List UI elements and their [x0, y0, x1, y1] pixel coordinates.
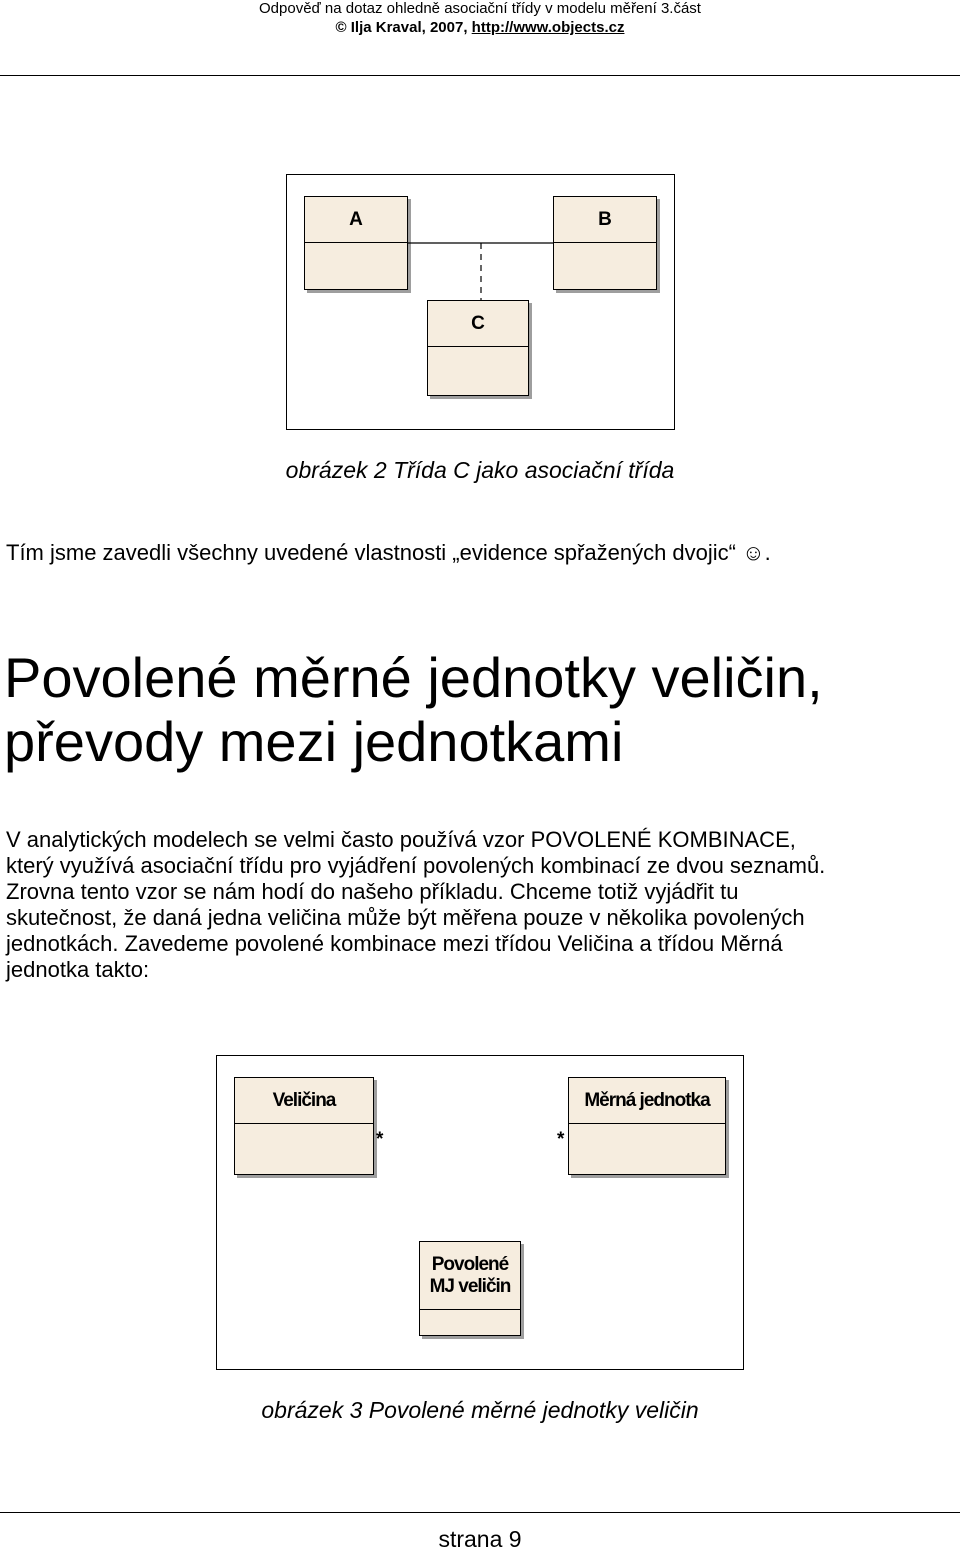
uml-class-povolene-mj-line1: Povolené [431, 1253, 509, 1275]
website-link[interactable]: http://www.objects.cz [471, 19, 625, 36]
uml-class-povolene-mj [419, 1241, 521, 1336]
section-paragraph [6, 827, 825, 983]
multiplicity-right: * [557, 1129, 565, 1150]
uml-class-merna-jednotka-name: Měrná jednotka [569, 1078, 725, 1124]
footer-divider [0, 1512, 960, 1513]
uml-class-merna-jednotka [568, 1077, 726, 1175]
uml-class-b-name: B [554, 197, 656, 243]
intro-sentence: Tím jsme zavedli všechny uvedené vlastnosti „evidence spřažených dvojic“ ☺. [6, 540, 771, 565]
paragraph-line: jednotkách. Zavedeme povolené kombinace mezi třídou Veličina a třídou Měrná [6, 931, 783, 956]
author-copyright: © Ilja Kraval, 2007, [335, 19, 468, 36]
uml-class-povolene-mj-line2: MJ veličin [429, 1275, 511, 1297]
heading-line-1: Povolené měrné jednotky veličin, [4, 646, 823, 709]
paragraph-line: skutečnost, že daná jedna veličina může být měřena pouze v několika povolených [6, 905, 805, 930]
uml-class-a-name: A [305, 197, 407, 243]
figure-2-caption: obrázek 2 Třída C jako asociační třída [285, 457, 675, 483]
uml-class-c-name: C [428, 301, 528, 347]
paragraph-line: Zrovna tento vzor se nám hodí do našeho příkladu. Chceme totiž vyjádřit tu [6, 879, 739, 904]
section-heading [4, 646, 823, 774]
paragraph-line: V analytických modelech se velmi často používá vzor POVOLENÉ KOMBINACE, [6, 827, 796, 852]
figure-3-caption: obrázek 3 Povolené měrné jednotky veličin [261, 1397, 699, 1423]
uml-class-velicina [234, 1077, 374, 1175]
paragraph-line: který využívá asociační třídu pro vyjádření povolených kombinací ze dvou seznamů. [6, 853, 826, 878]
uml-class-povolene-mj-name [420, 1242, 520, 1310]
paragraph-line: jednotka takto: [6, 957, 150, 982]
heading-line-2: převody mezi jednotkami [4, 710, 624, 773]
page-number: strana 9 [438, 1526, 522, 1552]
uml-class-velicina-name: Veličina [235, 1078, 373, 1124]
multiplicity-left: * [376, 1129, 384, 1150]
document-title: Odpověď na dotaz ohledně asociační třídy v modelu měření 3.část [259, 0, 701, 17]
